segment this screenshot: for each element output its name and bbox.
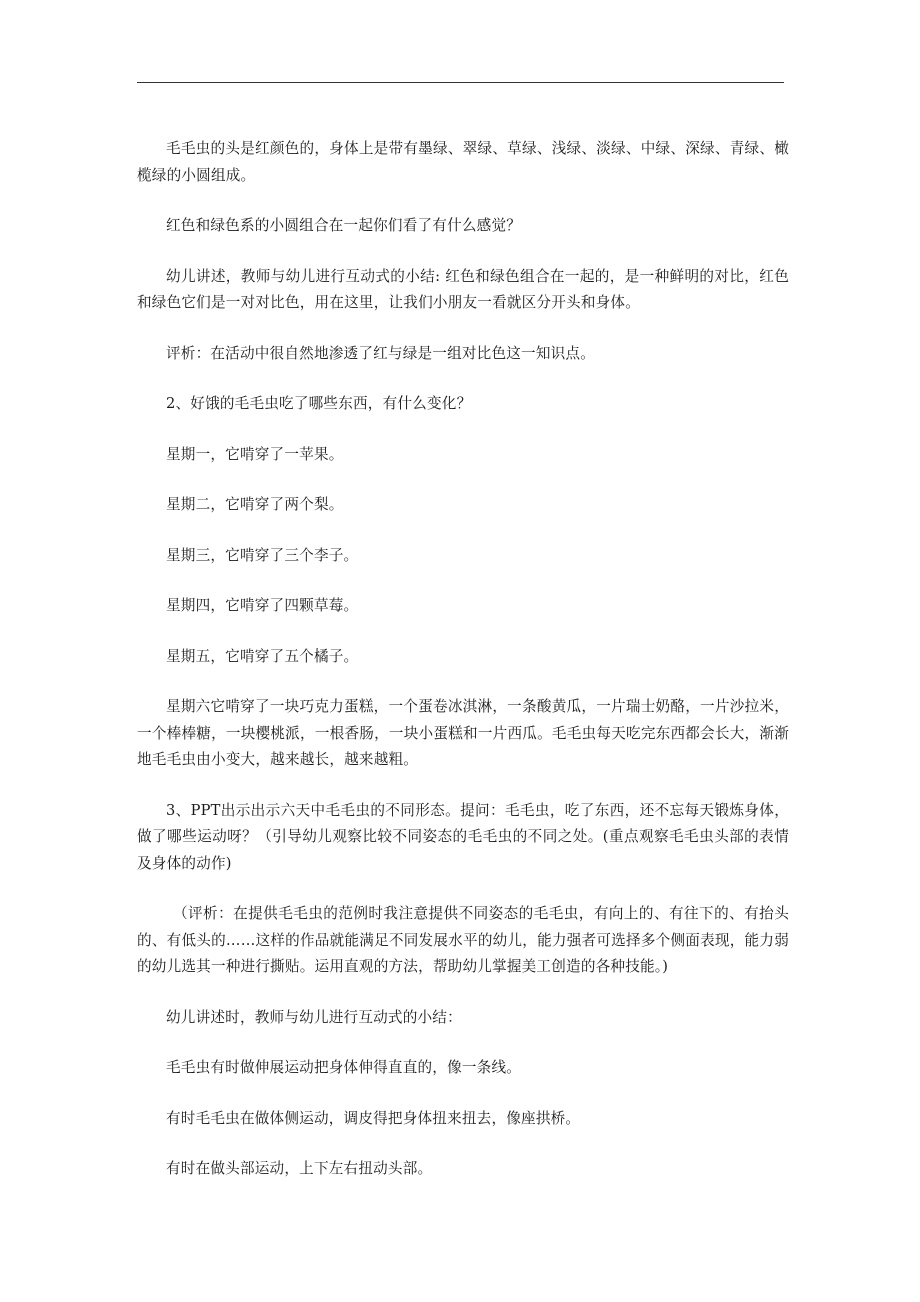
- paragraph-head-exercise: 有时在做头部运动，上下左右扭动头部。: [166, 1160, 433, 1177]
- header-rule: [137, 82, 784, 83]
- paragraph-side-exercise: 有时毛毛虫在做体侧运动，调皮得把身体扭来扭去，像座拱桥。: [166, 1109, 581, 1127]
- paragraph-saturday: 星期六它啃穿了一块巧克力蛋糕，一个蛋卷冰淇淋，一条酸黄瓜，一片瑞士奶酪，一片沙拉米，一个棒棒糖，一块樱桃派，一根香肠，一块小蛋糕和一片西瓜。毛毛虫每天吃完东西都会长大，渐渐地毛毛虫由小变大，越来越长，越来越粗。: [137, 698, 789, 768]
- paragraph-review-contrast: 评析：在活动中很自然地渗透了红与绿是一组对比色这一知识点。: [166, 344, 596, 362]
- document-body: [137, 136, 789, 1207]
- paragraph-stretch-exercise: 毛毛虫有时做伸展运动把身体伸得直直的，像一条线。: [166, 1059, 522, 1076]
- paragraph-section-2-heading: 2、好饿的毛毛虫吃了哪些东西，有什么变化？: [166, 395, 472, 412]
- paragraph-caterpillar-colors: 毛毛虫的头是红颜色的，身体上是带有墨绿、翠绿、草绿、浅绿、淡绿、中绿、深绿、青绿、橄榄绿的小圆组成。: [137, 140, 789, 184]
- paragraph-thursday: 星期四，它啃穿了四颗草莓。: [166, 597, 359, 614]
- paragraph-wednesday: 星期三，它啃穿了三个李子。: [166, 546, 359, 564]
- paragraph-tuesday: 星期二，它啃穿了两个梨。: [166, 496, 344, 513]
- paragraph-summary-intro: 幼儿讲述时，教师与幼儿进行互动式的小结：: [166, 1008, 462, 1026]
- paragraph-summary-contrast: 幼儿讲述，教师与幼儿进行互动式的小结: 红色和绿色组合在一起的，是一种鲜明的对比，红色和绿色它们是一对对比色，用在这里，让我们小朋友一看就区分开头和身体。: [137, 267, 789, 311]
- paragraph-review-examples: （评析：在提供毛毛虫的范例时我注意提供不同姿态的毛毛虫，有向上的、有往下的、有抬头的、有低头的……这样的作品就能满足不同发展水平的幼儿，能力强者可选择多个侧面表现，能力弱的幼儿选其一种进行撕贴。运用直观的方法，帮助幼儿掌握美工创造的各种技能。): [137, 905, 789, 975]
- paragraph-monday: 星期一，它啃穿了一苹果。: [166, 445, 344, 463]
- paragraph-section-3-ppt: 3、PPT出示出示六天中毛毛虫的不同形态。提问：毛毛虫，吃了东西，还不忘每天锻炼身体，做了哪些运动呀？（引导幼儿观察比较不同姿态的毛毛虫的不同之处。(重点观察毛毛虫头部的表情及身体的动作): [137, 801, 789, 872]
- paragraph-friday: 星期五，它啃穿了五个橘子。: [166, 647, 359, 665]
- paragraph-question-feeling: 红色和绿色系的小圆组合在一起你们看了有什么感觉？: [166, 217, 522, 234]
